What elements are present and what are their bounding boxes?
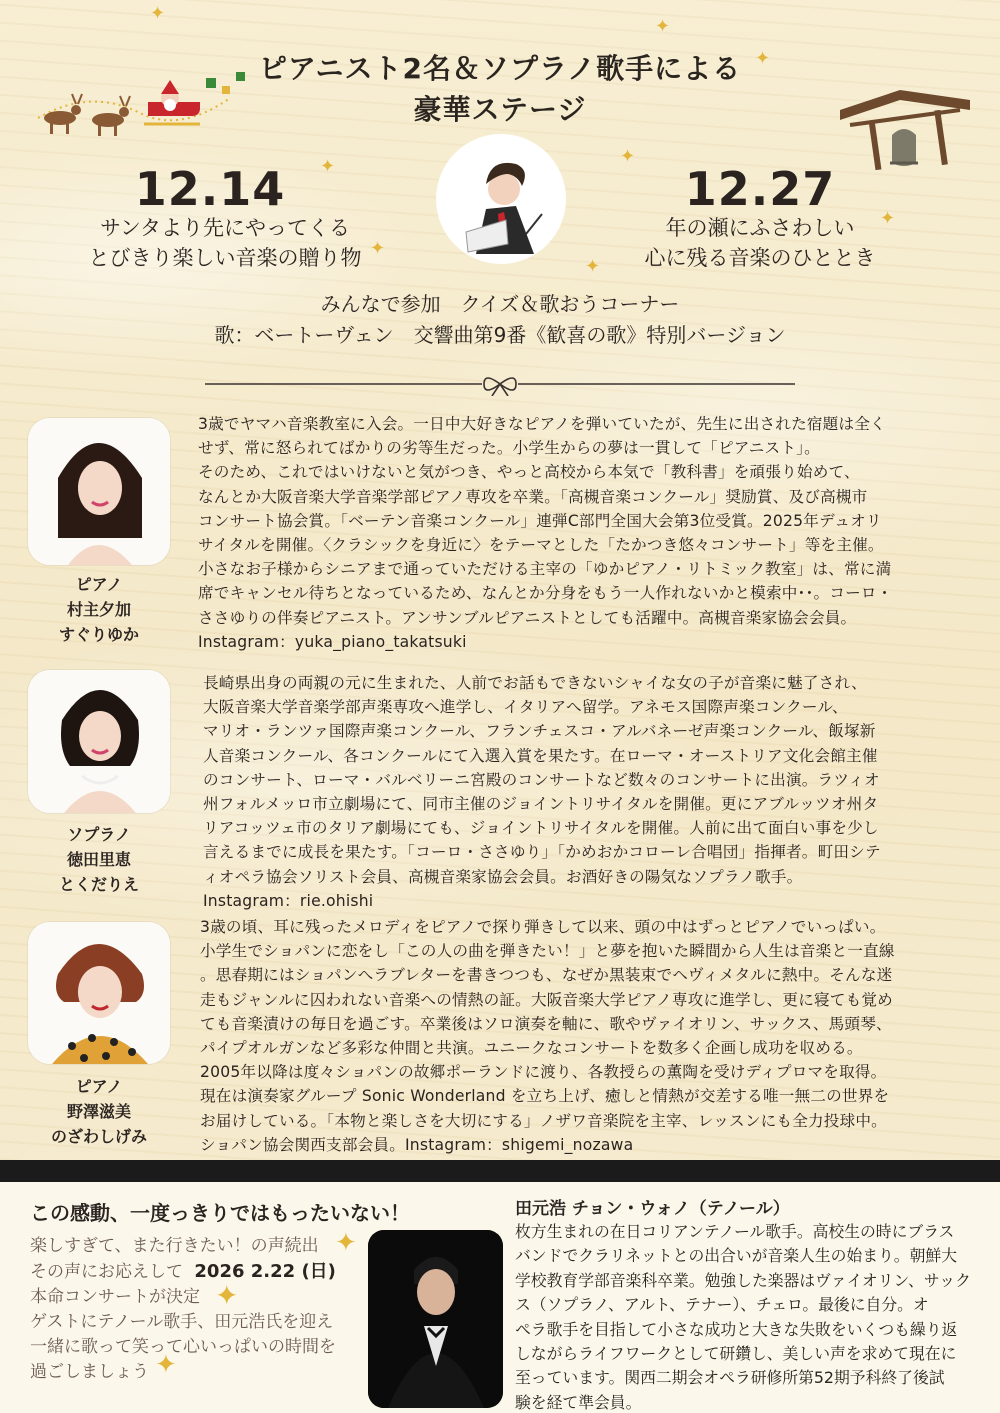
bio-line: 大阪音楽大学音楽学部声楽専攻へ進学し、イタリアへ留学。アネモス国際声楽コンクール、: [203, 698, 848, 717]
guest-photo: [368, 1230, 503, 1408]
bio-line: 。思春期にはショパンへラブレターを書きつつも、なぜか黒装束でヘヴィメタルに熱中。そんな迷: [200, 966, 893, 985]
bio-line: のコンサート、ローマ・バルベリーニ宮殿のコンサートなど数々のコンサートに出演。ラツィオ: [203, 770, 880, 789]
bio-line: パイプオルガンなど多彩な仲間と共演。ユニークなコンサートを数多く企画し成功を収める。: [200, 1038, 863, 1057]
performer-role: ピアノ: [75, 1077, 123, 1096]
bio-line: 小さなお子様からシニアまで通っていただける主宰の「ゆかピアノ・リトミック教室」は、常に満: [198, 560, 892, 579]
sparkle-icon: ✦: [335, 1228, 357, 1258]
section-divider: [0, 1160, 1000, 1182]
sparkle-icon: ✦: [370, 238, 386, 259]
instagram-handle: Instagram：yuka_piano_takatsuki: [198, 632, 467, 651]
sparkle-icon: ✦: [655, 16, 671, 37]
bio-line: マリオ・ランツァ国際声楽コンクール、フランチェスコ・アルバネーゼ声楽コンクール、飯塚新: [203, 722, 876, 741]
instagram-handle: Instagram：rie.ohishi: [203, 891, 374, 910]
composer-portrait: [436, 134, 566, 264]
bio-line: 小学生でショパンに恋をし「この人の曲を弾きたい！」と夢を抱いた瞬間から人生は音楽と一直線: [200, 942, 895, 961]
promo-line: 一緒に歌って笑って心いっぱいの時間を: [30, 1337, 336, 1357]
page-title: ピアニスト2名＆ソプラノ歌手による: [258, 52, 742, 85]
ribbon-divider: [200, 372, 800, 396]
bio-line: ショパン協会関西支部会員。Instagram：shigemi_nozawa: [200, 1135, 634, 1154]
promo-date-line: [30, 1259, 360, 1285]
event-tagline: 年の瀬にふさわしい: [665, 216, 855, 240]
bio-line: 験を経て準会員。: [515, 1392, 642, 1412]
promo-line: その声にお応えして: [30, 1262, 183, 1282]
bio-line: サイタルを開催。〈クラシックを身近に〉をテーマとした「たかつき悠々コンサート」等を主催。: [198, 535, 884, 554]
bio-line: せず、常に怒られてばかりの劣等生だった。小学生からの夢は一貫して「ピアニスト」。: [198, 439, 820, 458]
sparkle-icon: ✦: [585, 256, 601, 277]
guest-name: 田元浩 チョン・ウォノ（テノール）: [515, 1199, 790, 1219]
bio-line: なんとか大阪音楽大学音楽学部ピアノ専攻を卒業。「高槻音楽コンクール」奨励賞、及び高槻市: [198, 487, 868, 506]
bio-line: ス（ソプラノ、アルト、テナー）、チェロ。最後に自分。オ: [515, 1295, 929, 1315]
event-tagline: サンタより先にやってくる: [99, 216, 351, 240]
bio-line: 3歳でヤマハ音楽教室に入会。一日中大好きなピアノを弾いていたが、先生に出された宿題は全く: [198, 415, 886, 433]
event-date: 12.14: [134, 162, 286, 216]
sparkle-icon: ✦: [880, 208, 896, 229]
program-line: 歌：ベートーヴェン 交響曲第9番《歓喜の歌》特別バージョン: [214, 323, 786, 347]
bio-line: 枚方生まれの在日コリアンテノール歌手。高校生の時にブラス: [515, 1222, 955, 1241]
bio-line: ささゆりの伴奏ピアニスト。アンサンブルピアニストとしても活躍中。高槻音楽家協会会員。: [198, 608, 857, 627]
sparkle-icon: ✦: [155, 1350, 177, 1380]
performer-name: 村主夕加: [66, 600, 131, 619]
promo-line: 過ごしましょう: [30, 1362, 149, 1382]
promo-headline: この感動、一度っきりではもったいない！: [30, 1201, 410, 1225]
bio-line: 長崎県出身の両親の元に生まれた、人前でお話もできないシャイな女の子が音楽に魅了され、: [203, 674, 867, 692]
bio-line: お届けしている。「本物と楽しさを大切にする」ノザワ音楽院を主宰、レッスンにも全力投球中。: [200, 1111, 887, 1130]
promo-line: 本命コンサートが決定: [30, 1287, 200, 1307]
performer-name: 徳田里恵: [66, 850, 131, 869]
performer-bio: [200, 915, 990, 1157]
page-subtitle: 豪華ステージ: [413, 93, 587, 126]
promo-line: ゲストにテノール歌手、田元浩氏を迎え: [30, 1312, 334, 1332]
sparkle-icon: ✦: [320, 156, 336, 177]
concert-date: 2026 2.22 (日): [194, 1261, 336, 1282]
performer-bio: [203, 671, 993, 913]
bio-line: 州フォルメッロ市立劇場にて、同市主催のジョイントリサイタルを開催。更にアブルッツオ州タ: [203, 794, 879, 813]
bio-line: バンドでクラリネットとの出合いが音楽人生の始まり。朝鮮大: [515, 1246, 957, 1266]
promo-line: 楽しすぎて、また行きたい！の声続出: [30, 1236, 319, 1256]
promo-section: [0, 1182, 1000, 1413]
bio-line: リアコッツェ市のタリア劇場にても、ジョイントリサイタルを開催。人前に出て面白い事を少し: [203, 819, 879, 838]
performer-reading: とくだりえ: [58, 875, 139, 894]
performer-photo: [28, 670, 170, 813]
promo-text: [30, 1234, 360, 1385]
performer-bio: [198, 412, 988, 654]
bio-line: コンサート協会賞。「ベーテン音楽コンクール」連弾C部門全国大会第3位受賞。2025年デュオリ: [198, 511, 882, 530]
bio-line: 現在は演奏家グループ Sonic Wonderland を立ち上げ、癒しと情熱が交差する唯一無二の世界を: [200, 1087, 890, 1106]
bio-line: 人音楽コンクール、各コンクールにて入選入賞を果たす。在ローマ・オーストリア文化会館主催: [203, 746, 878, 765]
sparkle-icon: ✦: [620, 146, 636, 167]
event-tagline: 心に残る音楽のひととき: [644, 246, 876, 270]
bio-line: ても音楽漬けの毎日を過ごす。卒業後はソロ演奏を軸に、歌やヴァイオリン、サックス、馬頭琴、: [200, 1014, 892, 1033]
bio-line: ペラ歌手を目指して小さな成功と大きな失敗をいくつも繰り返: [515, 1319, 958, 1339]
bio-line: 3歳の頃、耳に残ったメロディをピアノで探り弾きして以来、頭の中はずっとピアノでいっぱい。: [200, 918, 886, 936]
bio-line: 走もジャンルに囚われない音楽への情熱の証。大阪音楽大学ピアノ専攻に進学し、更に寝ても覚め: [200, 990, 893, 1009]
performer-reading: すぐりゆか: [58, 625, 139, 644]
performer-photo: [28, 418, 170, 565]
bio-line: ィオペラ協会ソリスト会員、高槻音楽家協会会員。お酒好きの陽気なソプラノ歌手。: [203, 867, 803, 886]
sparkle-icon: ✦: [215, 1279, 239, 1312]
bio-line: 学校教育学部音楽科卒業。勉強した楽器はヴァイオリン、サック: [515, 1270, 971, 1290]
bio-line: 席でキャンセル待ちとなっているため、なんとか分身をもう一人作れないかと模索中･･。コーロ・: [198, 584, 893, 603]
bio-line: 言えるまでに成長を果たす。「コーロ・ささゆり」「かめおかコローレ合唱団」指揮者。町田シテ: [203, 843, 881, 862]
performer-role: ピアノ: [75, 575, 123, 594]
sparkle-icon: ✦: [150, 3, 166, 24]
sparkle-icon: ✦: [755, 48, 771, 69]
bio-line: 至っています。関西二期会オペラ研修所第52期予科終了後試: [515, 1368, 945, 1388]
guest-bio: [515, 1220, 990, 1413]
event-date: 12.27: [684, 162, 836, 216]
performer-name: 野澤滋美: [66, 1102, 131, 1121]
performer-photo: [28, 922, 170, 1064]
bio-line: しながらライフワークとして研鑽し、美しい声を求めて現在に: [515, 1344, 957, 1364]
event-tagline: とびきり楽しい音楽の贈り物: [88, 246, 362, 270]
bio-line: 2005年以降は度々ショパンの故郷ポーランドに渡り、各教授らの薫陶を受けディプロマを取得。: [200, 1063, 887, 1082]
program-line: みんなで参加 クイズ＆歌おうコーナー: [320, 292, 680, 316]
performer-reading: のざわしげみ: [50, 1127, 147, 1146]
bio-line: そのため、これではいけないと気がつき、やっと高校から本気で「教科書」を頑張り始めて、: [198, 463, 860, 482]
performer-role: ソプラノ: [67, 825, 131, 844]
